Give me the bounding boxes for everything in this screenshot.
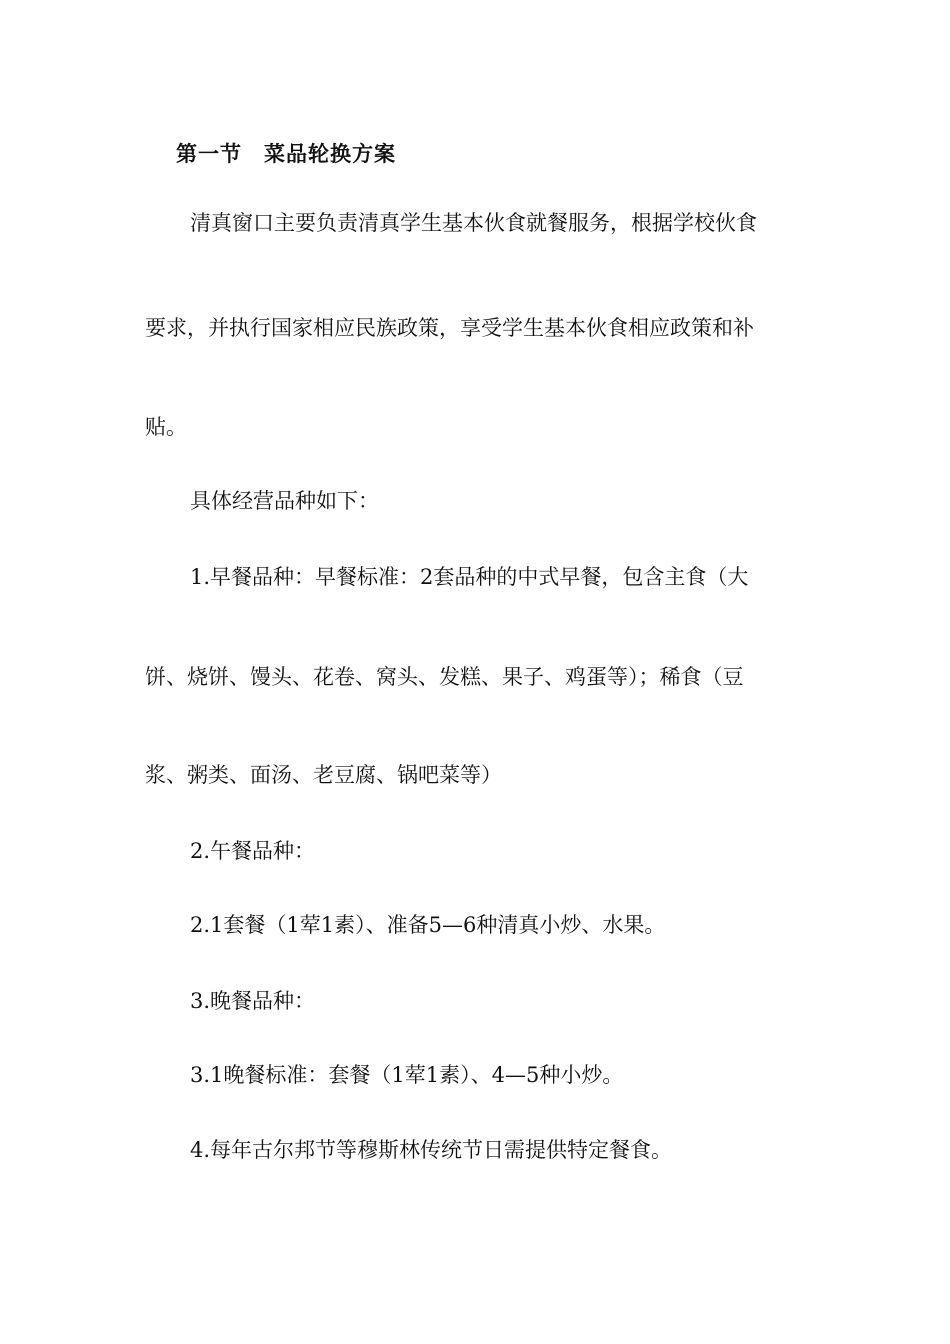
section-title: 第一节 菜品轮换方案	[176, 142, 396, 166]
list-item-line: 3.1晚餐标准：套餐（1荤1素）、4—5种小炒。	[190, 1063, 624, 1087]
list-item-line: 3.晚餐品种：	[190, 989, 316, 1013]
list-item-line: 浆、粥类、面汤、老豆腐、锅吧菜等）	[145, 763, 502, 787]
paragraph-line: 贴。	[145, 415, 187, 439]
list-item-line: 2.午餐品种：	[190, 839, 316, 863]
list-item-line: 2.1套餐（1荤1素）、准备5—6种清真小炒、水果。	[190, 913, 666, 937]
paragraph-line: 清真窗口主要负责清真学生基本伙食就餐服务，根据学校伙食	[190, 211, 757, 235]
list-item-line: 饼、烧饼、馒头、花卷、窝头、发糕、果子、鸡蛋等）；稀食（豆	[145, 665, 744, 689]
list-item-line: 4.每年古尔邦节等穆斯林传统节日需提供特定餐食。	[190, 1138, 673, 1162]
list-item-line: 1.早餐品种：早餐标准：2套品种的中式早餐，包含主食（大	[190, 565, 749, 589]
paragraph-line: 具体经营品种如下：	[190, 489, 379, 513]
paragraph-line: 要求，并执行国家相应民族政策，享受学生基本伙食相应政策和补	[145, 316, 754, 340]
